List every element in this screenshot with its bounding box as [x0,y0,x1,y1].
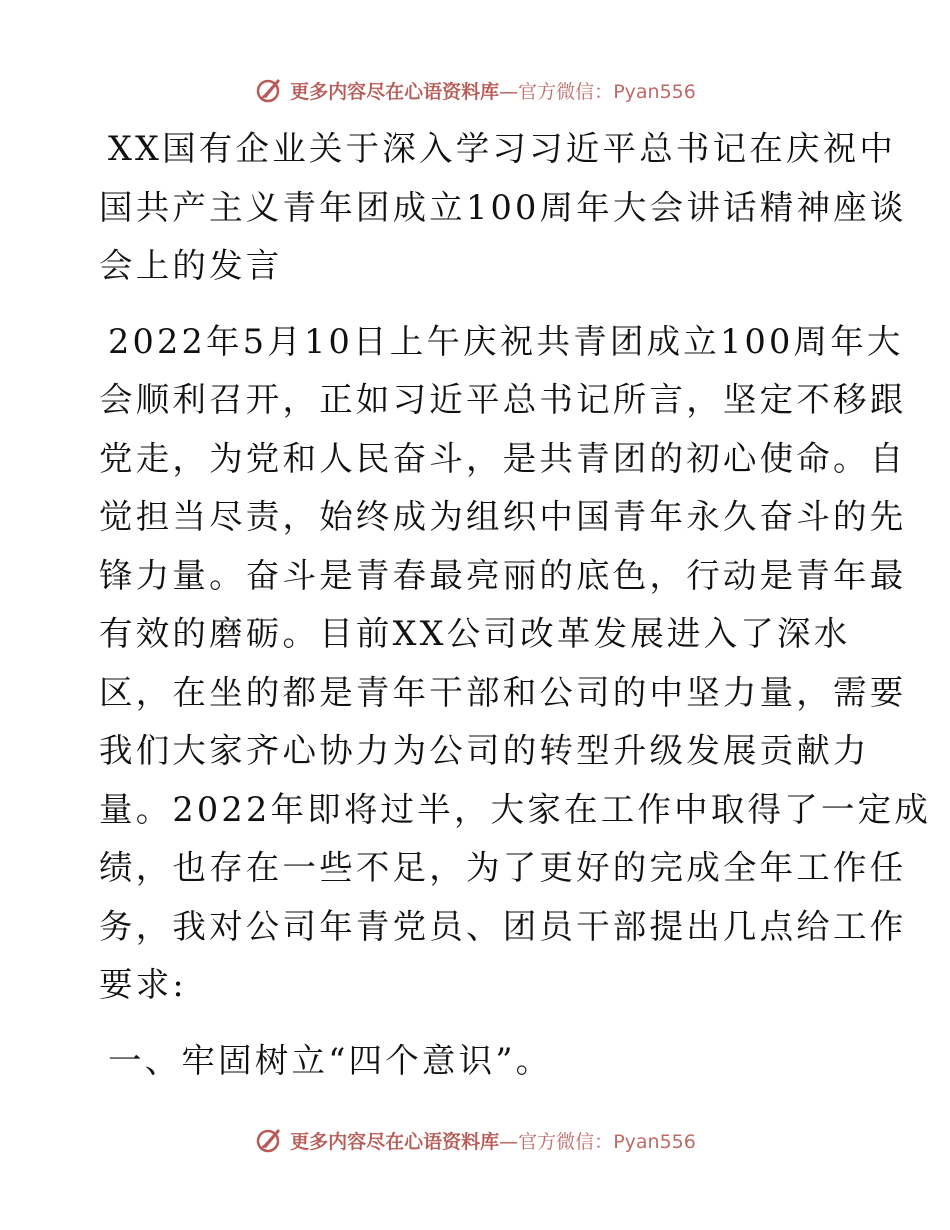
document-body [99,120,932,1090]
watermark-banner-bottom [0,1120,950,1160]
paragraph-line: 务，我对公司年青党员、团员干部提出几点给工作 [99,906,907,946]
title-line: 会上的发言 [99,246,283,285]
title-line: XX国有企业关于深入学习习近平总书记在庆祝中 [108,129,897,168]
paragraph-line: 党走，为党和人民奋斗，是共青团的初心使命。自 [99,438,907,478]
paragraph-line: 量。2022年即将过半，大家在工作中取得了一定成 [99,789,932,829]
paragraph-line: 锋力量。奋斗是青春最亮丽的底色，行动是青年最 [99,555,907,595]
watermark-banner-top [0,70,950,110]
paragraph-line: 区，在坐的都是青年干部和公司的中坚力量，需要 [99,672,907,712]
paragraph-line: 我们大家齐心协力为公司的转型升级发展贡献力 [99,731,870,770]
paragraph-line: 2022年5月10日上午庆祝共青团成立100周年大 [108,321,904,361]
paragraph-line: 觉担当尽责，始终成为组织中国青年永久奋斗的先 [99,497,907,536]
paragraph-line: 绩，也存在一些不足，为了更好的完成全年工作任 [99,848,907,887]
paragraph-line: 有效的磨砺。目前XX公司改革发展进入了深水 [99,614,851,653]
body-paragraph [99,313,932,1015]
quill-pen-logo-icon [254,1125,284,1155]
quill-pen-logo-icon [254,75,284,105]
watermark-text: 更多内容尽在心语资料库—官方微信：Pyan556 [290,80,696,103]
document-title [99,120,907,296]
paragraph-line: 要求: [99,965,187,1004]
title-line: 国共产主义青年团成立100周年大会讲话精神座谈 [99,187,907,227]
watermark-text: 更多内容尽在心语资料库—官方微信：Pyan556 [290,1130,696,1153]
section-heading: 一、牢固树立“四个意识”。 [108,1040,553,1080]
paragraph-line: 会顺利召开，正如习近平总书记所言，坚定不移跟 [99,380,907,419]
